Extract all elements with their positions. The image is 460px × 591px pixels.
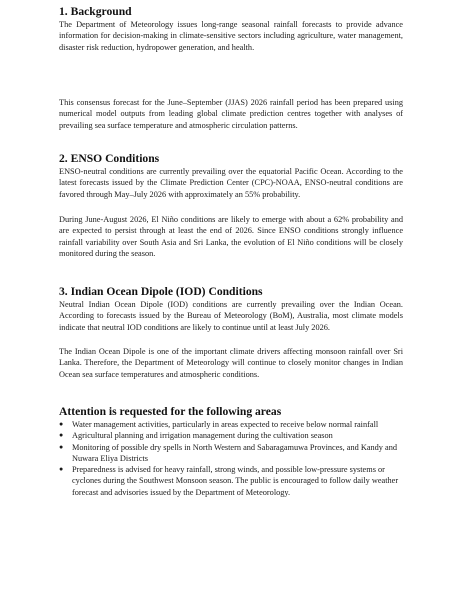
enso-section-cont [59,214,403,259]
list-item [59,464,403,498]
iod-heading: 3. Indian Ocean Dipole (IOD) Conditions [59,285,263,298]
bullet-icon: ● [59,431,64,440]
background-paragraph-1: The Department of Meteorology issues long-range seasonal rainfall forecasts to provide advance information for decision-making in climate-sensitive sectors including agriculture, water management, disaster risk reduction, hydropower generation, and health. [59,20,403,52]
bullet-icon: ● [59,442,64,451]
iod-paragraph-2: The Indian Ocean Dipole is one of the important climate drivers affecting monsoon rainfall over Sri Lanka. Therefore, the Department of Meteorology will continue to closely monitor changes in Indian Ocean sea surface temperatures and atmospheric conditions. [59,347,403,379]
background-section [59,4,403,53]
list-item [59,419,403,430]
attention-list [59,419,403,498]
list-item [59,442,403,465]
enso-paragraph-2: During June-August 2026, El Niño conditions are likely to emerge with about a 62% probability and are expected to persist through at least the end of 2026. Since ENSO conditions strongly influence rainfall variability over South Asia and Sri Lanka, the evolution of El Niño conditions will be closely monitored during the season. [59,215,403,258]
list-item [59,430,403,441]
iod-section-cont [59,346,403,380]
bullet-icon: ● [59,420,64,428]
iod-paragraph-1: Neutral Indian Ocean Dipole (IOD) conditions are currently prevailing over the Indian Ocean. According to forecasts issued by the Bureau of Meteorology (BoM), Australia, most climate models indicate that neutral IOD conditions are likely to continue until at least July 2026. [59,300,403,332]
attention-heading: Attention is requested for the following areas [59,405,282,418]
attention-section [59,404,403,498]
enso-section [59,151,403,200]
background-paragraph-2: This consensus forecast for the June–September (JJAS) 2026 rainfall period has been prepared using numerical model outputs from leading global climate prediction centres together with analyses of prevailing sea surface temperature and atmospheric circulation patterns. [59,98,403,130]
list-item-text: Preparedness is advised for heavy rainfall, strong winds, and possible low-pressure systems or cyclones during the Southwest Monsoon season. The public is encouraged to follow daily weather forecast and advisories issued by the Department of Meteorology. [72,465,399,497]
enso-paragraph-1: ENSO-neutral conditions are currently prevailing over the equatorial Pacific Ocean. According to the latest forecasts issued by the Climate Prediction Center (CPC)-NOAA, ENSO-neutral conditions are favored through May–July 2026 with approximately an 55% probability. [59,167,403,199]
list-item-text: Monitoring of possible dry spells in North Western and Sabaragamuwa Provinces, and Kandy and Nuwara Eliya Districts [72,442,398,463]
list-item-text: Agricultural planning and irrigation management during the cultivation season [72,431,333,441]
iod-section [59,284,403,333]
background-heading: 1. Background [59,5,132,18]
bullet-icon: ● [59,465,64,474]
background-section-cont [59,97,403,131]
enso-heading: 2. ENSO Conditions [59,152,160,165]
list-item-text: Water management activities, particularly in areas expected to receive below normal rainfall [72,420,379,429]
